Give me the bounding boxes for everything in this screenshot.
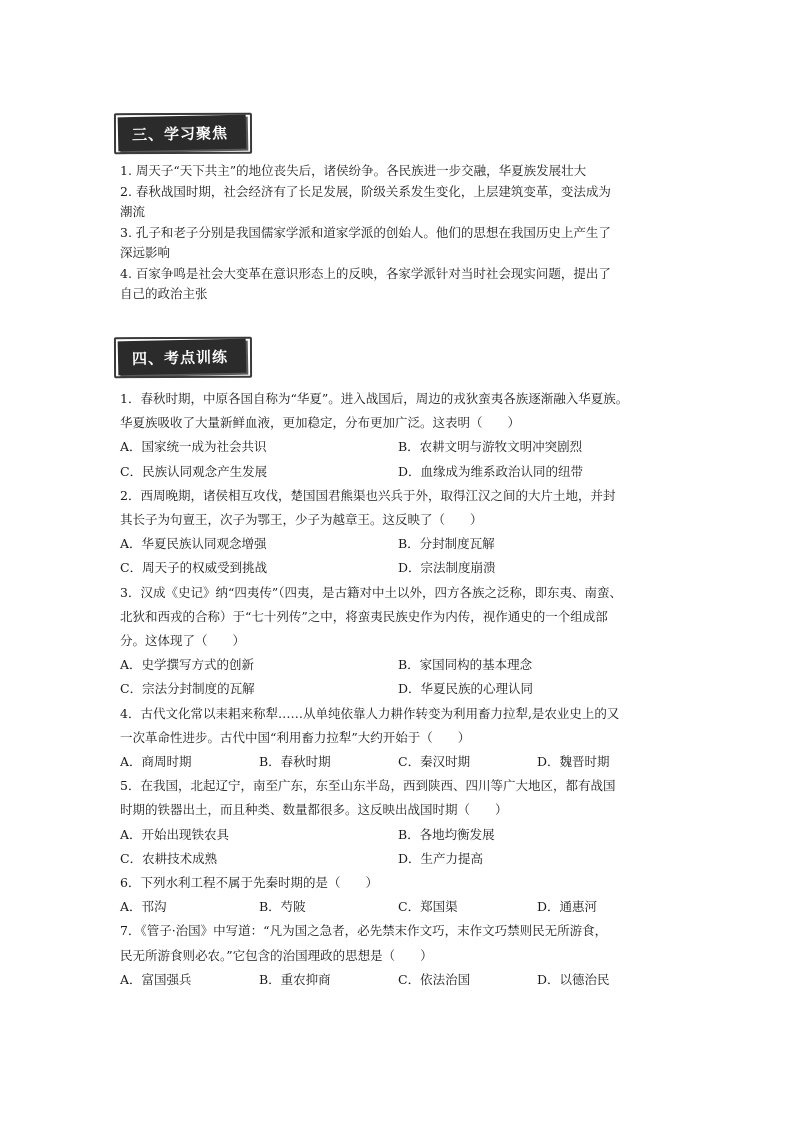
option-d[interactable]: D．魏晋时期 [537, 754, 610, 770]
question-stem: 3．汉成《史记》纳“四夷传”（四夷，是古籍对中土以外，四方各族之泛称，即东夷、南蛮、 [120, 584, 622, 600]
section-3-body [120, 161, 680, 305]
question-stem: 2．西周晚期，诸侯相互攻伐，楚国国君熊渠也兴兵于外，取得江汉之间的大片土地，并封 [120, 487, 616, 503]
option-row [120, 750, 680, 774]
option-row [120, 968, 680, 992]
question-7 [120, 919, 680, 992]
option-row [120, 847, 680, 871]
question-stem: 北狄和西戎的合称）于“七十列传”之中，将蛮夷民族史作为内传，视作通史的一个组成部 [120, 608, 608, 624]
focus-line-4-cont: 自己的政治主张 [120, 286, 208, 301]
option-b[interactable]: B．家国同构的基本理念 [398, 657, 533, 673]
question-stem: 一次革命性进步。古代中国“利用畜力拉犁”大约开始于（ ） [120, 729, 471, 745]
question-stem: 分。这体现了（ ） [120, 633, 246, 649]
option-row [120, 556, 680, 580]
option-row [120, 677, 680, 701]
option-row [120, 895, 680, 919]
option-a[interactable]: A．商周时期 [120, 754, 192, 770]
question-stem: 4．古代文化常以耒耜来称犁……从单纯依靠人力耕作转变为利用畜力拉犁,是农业史上的又 [120, 705, 620, 721]
option-c[interactable]: C．郑国渠 [398, 899, 458, 915]
option-a[interactable]: A．华夏民族认同观念增强 [120, 536, 267, 552]
question-stem: 5．在我国，北起辽宁，南至广东，东至山东半岛，西到陕西、四川等广大地区，都有战国 [120, 778, 616, 794]
option-d[interactable]: D．以德治民 [537, 971, 610, 987]
question-stem: 华夏族吸收了大量新鲜血液，更加稳定，分布更加广泛。这表明（ ） [120, 415, 521, 431]
option-a[interactable]: A．开始出现铁农具 [120, 826, 230, 842]
focus-line-2: 2. 春秋战国时期，社会经济有了长足发展，阶级关系发生变化，上层建筑变革，变法成为 [120, 183, 611, 199]
question-stem: 6．下列水利工程不属于先秦时期的是（ ） [120, 875, 378, 891]
option-row [120, 460, 680, 484]
focus-line-3-cont: 深远影响 [120, 245, 171, 260]
question-2 [120, 484, 680, 581]
option-b[interactable]: B．各地均衡发展 [398, 826, 495, 842]
option-row [120, 435, 680, 459]
question-stem: 其长子为句亶王，次子为鄂王，少子为越章王。这反映了（ ） [120, 512, 483, 528]
question-1 [120, 387, 680, 484]
option-a[interactable]: A．邗沟 [120, 899, 167, 915]
focus-line-3: 3. 孔子和老子分别是我国儒家学派和道家学派的创始人。他们的思想在我国历史上产生了 [120, 224, 611, 240]
focus-line-1: 1. 周天子“天下共主”的地位丧失后，诸侯纷争。各民族进一步交融，华夏族发展壮大 [120, 163, 587, 178]
option-c[interactable]: C．依法治国 [398, 971, 471, 987]
option-d[interactable]: D．通惠河 [537, 899, 598, 915]
option-b[interactable]: B．重农抑商 [259, 971, 331, 987]
option-c[interactable]: C．周天子的权威受到挑战 [120, 560, 268, 576]
focus-line-4: 4. 百家争鸣是社会大变革在意识形态上的反映，各家学派针对当时社会现实问题，提出了 [120, 265, 611, 281]
focus-line-2-cont: 潮流 [120, 204, 146, 219]
question-5 [120, 774, 680, 871]
question-stem: 1．春秋时期，中原各国自称为“华夏”。进入战国后，周边的戎狄蛮夷各族逐渐融入华夏族。 [120, 391, 629, 406]
option-a[interactable]: A．富国强兵 [120, 971, 192, 987]
question-4 [120, 702, 680, 775]
question-stem: 时期的铁器出土，而且种类、数量都很多。这反映出战国时期（ ） [120, 802, 508, 818]
section-4-body [120, 387, 680, 992]
option-b[interactable]: B．分封制度瓦解 [398, 536, 495, 552]
option-d[interactable]: D．血缘成为维系政治认同的纽带 [398, 463, 584, 479]
section-4-title: 四、考点训练 [131, 347, 229, 368]
option-row [120, 823, 680, 847]
option-d[interactable]: D．宗法制度崩溃 [398, 560, 496, 576]
option-d[interactable]: D．生产力提高 [398, 850, 484, 866]
question-stem: 7．《管子·治国》中写道：“凡为国之急者，必先禁末作文巧，末作文巧禁则民无所游食， [120, 923, 608, 939]
option-a[interactable]: A．史学撰写方式的创新 [120, 657, 255, 673]
option-c[interactable]: C．农耕技术成熟 [120, 850, 218, 866]
option-row [120, 532, 680, 556]
section-3-title: 三、学习聚焦 [131, 123, 229, 144]
section-4-banner [118, 339, 247, 376]
option-row [120, 653, 680, 677]
section-3-banner [118, 115, 247, 152]
option-c[interactable]: C．秦汉时期 [398, 754, 471, 770]
option-b[interactable]: B．农耕文明与游牧文明冲突剧烈 [398, 439, 583, 455]
option-d[interactable]: D．华夏民族的心理认同 [398, 681, 534, 697]
option-b[interactable]: B．芍陂 [259, 899, 306, 915]
question-stem: 民无所游食则必农。”它包含的治国理政的思想是（ ） [120, 947, 433, 963]
option-c[interactable]: C．宗法分封制度的瓦解 [120, 681, 255, 697]
option-a[interactable]: A．国家统一成为社会共识 [120, 439, 267, 455]
question-6 [120, 871, 680, 919]
option-c[interactable]: C．民族认同观念产生发展 [120, 463, 268, 479]
option-b[interactable]: B．春秋时期 [259, 754, 331, 770]
question-3 [120, 581, 680, 702]
